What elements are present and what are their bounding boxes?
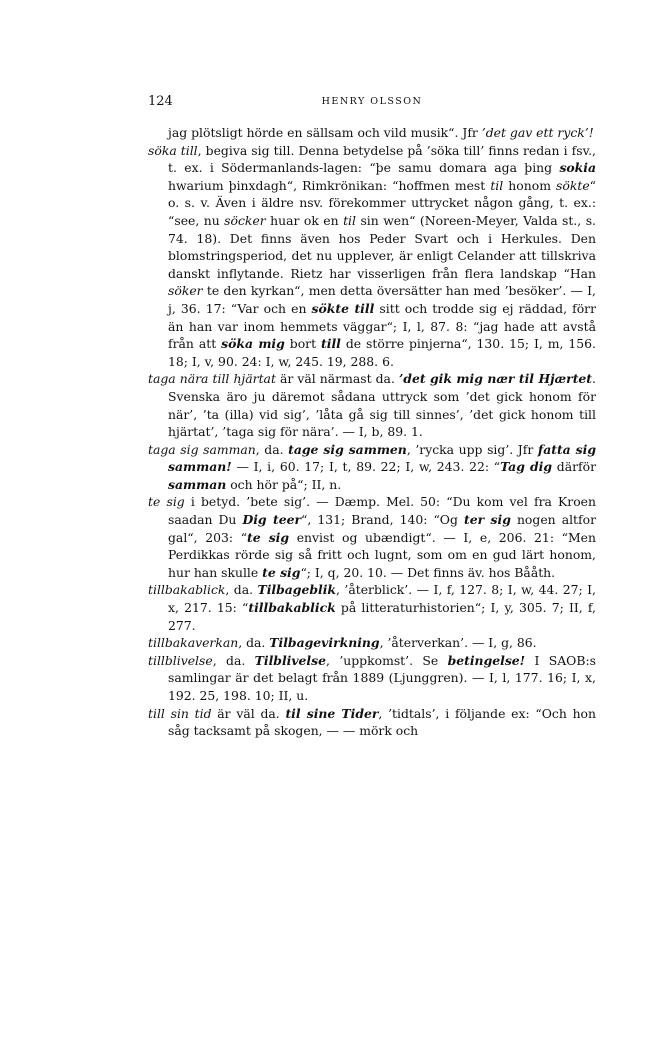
headword: taga sig samman <box>148 441 256 457</box>
entry-taga-sig-samman: taga sig samman, da. tage sig sammen, ’rycka upp sig’. Jfr fatta sig samman! — I, i, 60. 17; I, t, 89. 22; I, w, 243. 22: “Tag dig därför samman och hör på“; II, n. <box>148 441 597 492</box>
entry-tillblivelse: tillblivelse, da. Tilblivelse, ’uppkomst’. Se betingelse! I SAOB:s samlingar är det belagt från 1889 (Ljunggren). — I, l, 177. 16; I, x, 192. 25, 198. 10; II, u. <box>148 652 596 703</box>
page-header <box>148 94 596 114</box>
headword: te sig <box>148 494 185 510</box>
dictionary-body <box>148 124 596 740</box>
entry-till-sin-tid: till sin tid är väl da. til sine Tider, ’tidtals’, i följande ex: “Och hon såg tacksamt på skogen, — — mörk och <box>148 705 596 739</box>
headword: tillbakablick <box>148 582 226 598</box>
entry-taga-nara-till-hjartat: taga nära till hjärtat är väl närmast da. ’det gik mig nær til Hjærtet. Svenska äro ju däremot sådana uttryck som ’det gick honom för när’, ’ta (illa) vid sig’, ’låta gå sig till sinnes’, ’det gick honom till hjärtat’, ’taga sig för nära’. — I, b, 89. 1. <box>148 371 596 440</box>
entry-soka-till: söka till, begiva sig till. Denna betydelse på ’söka till’ finns redan i fsv., t. ex. i Södermanlands-lagen: “þe samu domara aga þing sokia hwarium þinxdagh“, Rimkrönikan: “hoffmen mest til honom sökte“ o. s. v. Även i äldre nsv. förekommer uttrycket någon gång, t. ex.: “see, nu söcker huar ok en til sin wen“ (Noreen-Meyer, Valda st., s. 74. 18). Det finns även hos Peder Svart och i Herkules. Den blomstringsperiod, det nu upplever, är enligt Celander att tillskriva danskt inflytande. Rietz har visserligen från flera landskap “Han söker te den kyrkan“, men detta översätter han med ’besöker’. — I, j, 36. 17: “Var och en sökte till sitt och trodde sig ej räddad, förr än han var inom hemmets väggar“; I, l, 87. 8: “jag hade att avstå från att söka mig bort till de större pinjerna“, 130. 15; I, m, 156. 18; I, v, 90. 24: I, w, 245. 19, 288. 6. <box>148 142 596 369</box>
entry-tillbakablick: tillbakablick, da. Tilbageblik, ’återblick’. — I, f, 127. 8; I, w, 44. 27; I, x, 217. 15: “tillbakablick på litteraturhistorien“; I, y, 305. 7; II, f, 277. <box>148 582 596 633</box>
entry-te-sig: te sig i betyd. ’bete sig’. — Dæmp. Mel. 50: “Du kom vel fra Kroen saadan Du Dig teer“, 131; Brand, 140: “Og ter sig nogen altfor gal“, 203: “te sig envist og ubændigt“. — I, e, 206. 21: “Men Perdikkas rörde sig så fritt och lugnt, som om en gud lärt honom, hur han skulle te sig“; I, q, 20. 10. — Det finns äv. hos Bååth. <box>148 494 596 580</box>
running-head: HENRY OLSSON <box>321 96 423 107</box>
headword: söka till <box>148 142 198 158</box>
headword: tillbakaverkan <box>148 635 239 651</box>
headword: tillblivelse <box>148 652 213 668</box>
headword: taga nära till hjärtat <box>148 371 276 387</box>
entry-continuation: jag plötsligt hörde en sällsam och vild musik“. Jfr ’det gav ett ryck’! <box>168 125 594 140</box>
page-number: 124 <box>148 94 173 109</box>
entry-tillbakaverkan: tillbakaverkan, da. Tilbagevirkning, ’återverkan’. — I, g, 86. <box>148 635 537 651</box>
headword: till sin tid <box>148 705 212 721</box>
